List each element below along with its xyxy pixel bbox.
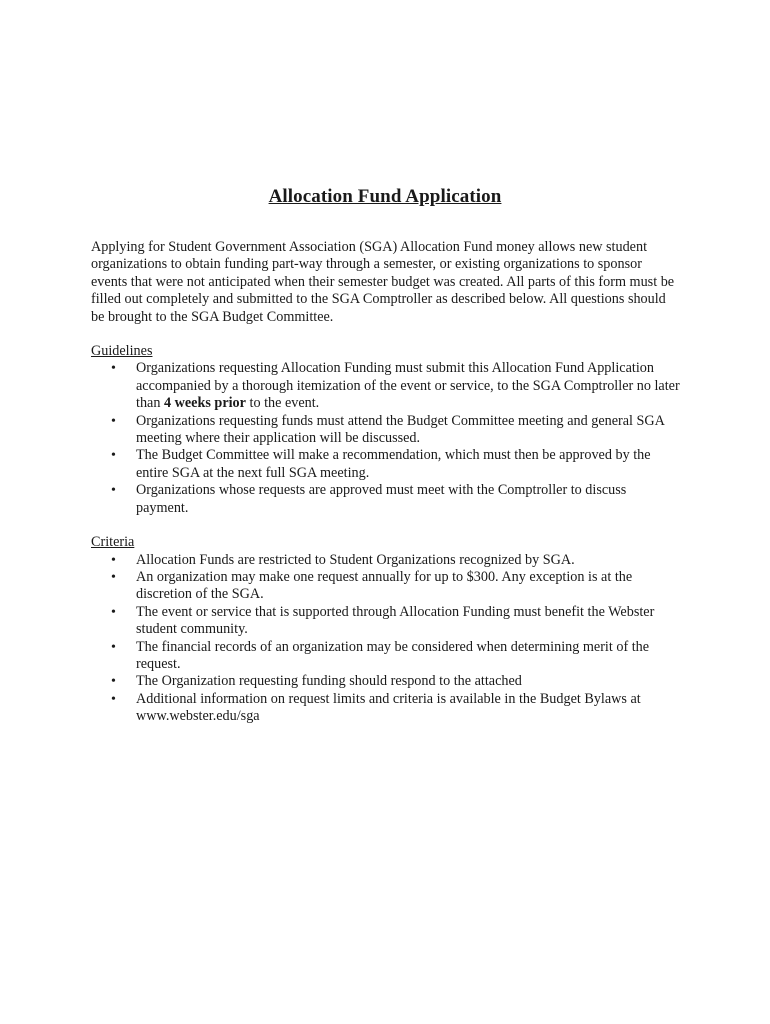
criteria-list [91, 552, 691, 726]
criteria-item-text: Allocation Funds are restricted to Student Organizations recognized by SGA. [136, 551, 575, 568]
criteria-item [91, 604, 681, 639]
criteria-item [91, 673, 681, 690]
bullet-icon: • [111, 483, 116, 499]
criteria-heading: Criteria [91, 534, 135, 551]
bullet-icon: • [111, 413, 116, 429]
document-title: Allocation Fund Application [268, 186, 502, 207]
criteria-item-text: Additional information on request limits and criteria is available in the Budget Bylaws at www.webster.edu/sga [136, 690, 641, 725]
deadline-emphasis: 4 weeks prior [163, 395, 246, 412]
bullet-icon: • [111, 691, 116, 707]
bullet-icon: • [111, 604, 116, 620]
guideline-item [91, 413, 681, 448]
document-body [91, 239, 691, 726]
criteria-item [91, 639, 681, 674]
bullet-icon: • [111, 639, 116, 655]
bullet-icon: • [111, 448, 116, 464]
criteria-item [91, 569, 681, 604]
criteria-item-text: An organization may make one request annually for up to $300. Any exception is at the discretion of the SGA. [136, 568, 633, 603]
criteria-item [91, 691, 681, 726]
guideline-item-text [136, 360, 680, 411]
guideline-text-start: Organizations requesting Allocation Funding must submit this Allocation Fund Application accompanied by a thorough itemization of the event or service, to the SGA Comptroller no later than [136, 360, 680, 412]
guidelines-heading: Guidelines [91, 343, 153, 360]
bullet-icon: • [111, 552, 116, 568]
guideline-item [91, 360, 681, 412]
guidelines-list [91, 360, 691, 517]
criteria-item-text: The event or service that is supported through Allocation Funding must benefit the Webster student community. [136, 603, 655, 638]
guideline-item-text: Organizations whose requests are approved must meet with the Comptroller to discuss payment. [136, 482, 627, 516]
guideline-item [91, 482, 681, 517]
criteria-item-text: The financial records of an organization may be considered when determining merit of the request. [136, 638, 650, 672]
guideline-item [91, 447, 681, 482]
guideline-item-text: The Budget Committee will make a recommendation, which must then be approved by the entire SGA at the next full SGA meeting. [136, 447, 651, 481]
guideline-text-end: to the event. [245, 395, 320, 412]
intro-paragraph: Applying for Student Government Association (SGA) Allocation Fund money allows new student organizations to obtain funding part-way through a semester, or existing organizations to sponsor events that were not anticipated when their semester budget was created. All parts of this form must be filled out completely and submitted to the SGA Comptroller as described below. All questions should be brought to the SGA Budget Committee. [91, 239, 675, 325]
bullet-icon: • [111, 361, 116, 377]
criteria-item-text: The Organization requesting funding should respond to the attached [136, 673, 522, 690]
bullet-icon: • [111, 569, 116, 585]
guideline-item-text: Organizations requesting funds must attend the Budget Committee meeting and general SGA meeting where their application will be discussed. [136, 412, 665, 447]
criteria-item [91, 552, 681, 569]
bullet-icon: • [111, 674, 116, 690]
